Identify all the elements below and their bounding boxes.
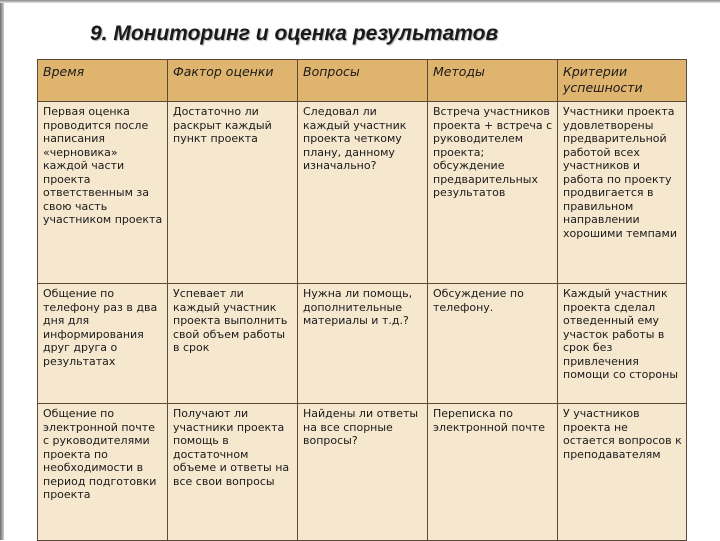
table-cell: Каждый участник проекта сделал отведенный ему участок работы в срок без привлечения помощи со стороны	[558, 284, 687, 404]
table-cell: Участники проекта удовлетворены предварительной работой всех участников и работа по проекту продвигается в правильном направлении хорошими темпами	[558, 102, 687, 284]
table-row	[38, 404, 687, 541]
header-time: Время	[38, 60, 168, 102]
header-success-criteria: Критерии успешности	[558, 60, 687, 102]
table-cell: Достаточно ли раскрыт каждый пункт проекта	[168, 102, 298, 284]
table-cell: Встреча участников проекта + встреча с руководителем проекта; обсуждение предварительных результатов	[428, 102, 558, 284]
header-methods: Методы	[428, 60, 558, 102]
table-cell: Общение по электронной почте с руководителями проекта по необходимости в период подготовки проекта	[38, 404, 168, 541]
header-questions: Вопросы	[298, 60, 428, 102]
table-row	[38, 102, 687, 284]
slide-frame-left	[0, 0, 4, 540]
table-cell: Успевает ли каждый участник проекта выполнить свой объем работы в срок	[168, 284, 298, 404]
table-cell: Получают ли участники проекта помощь в достаточном объеме и ответы на все свои вопросы	[168, 404, 298, 541]
slide-frame-top	[0, 0, 720, 3]
table-cell: Общение по телефону раз в два дня для информирования друг друга о результатах	[38, 284, 168, 404]
table-cell: Обсуждение по телефону.	[428, 284, 558, 404]
table-cell: Найдены ли ответы на все спорные вопросы?	[298, 404, 428, 541]
table-row	[38, 284, 687, 404]
slide-title: 9. Мониторинг и оценка результатов	[90, 22, 499, 45]
table-cell: У участников проекта не остается вопросов к преподавателям	[558, 404, 687, 541]
table-header-row	[38, 60, 687, 102]
header-assessment-factor: Фактор оценки	[168, 60, 298, 102]
table-cell: Следовал ли каждый участник проекта четкому плану, данному изначально?	[298, 102, 428, 284]
table-cell: Первая оценка проводится после написания «черновика» каждой части проекта ответственным за свою часть участником проекта	[38, 102, 168, 284]
monitoring-table	[37, 59, 687, 541]
table-cell: Переписка по электронной почте	[428, 404, 558, 541]
table-cell: Нужна ли помощь, дополнительные материалы и т.д.?	[298, 284, 428, 404]
